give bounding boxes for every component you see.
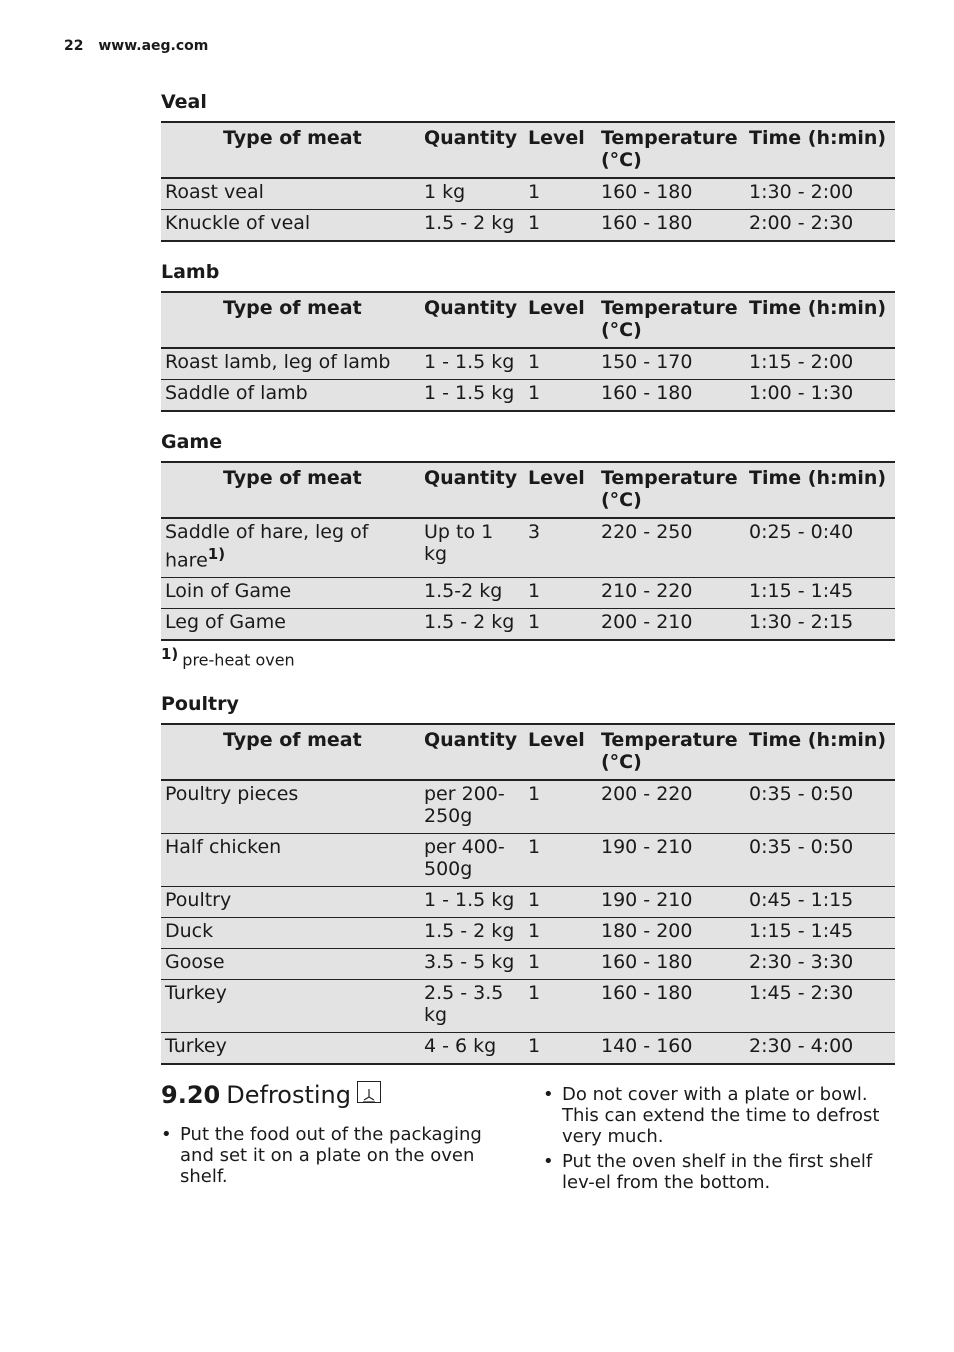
col-quantity: Quantity — [420, 724, 524, 780]
cell-level: 1 — [524, 887, 597, 918]
cell-temperature: 160 - 180 — [597, 210, 745, 242]
cell-time: 0:25 - 0:40 — [745, 518, 895, 578]
table-row — [161, 834, 895, 887]
site-url: www.aeg.com — [98, 38, 209, 54]
cell-type: Loin of Game — [161, 578, 420, 609]
cell-temperature: 220 - 250 — [597, 518, 745, 578]
cell-quantity: per 400-500g — [420, 834, 524, 887]
cell-quantity: 1 kg — [420, 178, 524, 210]
page-number: 22 — [64, 38, 84, 54]
cell-type: Poultry pieces — [161, 780, 420, 834]
cell-quantity: Up to 1 kg — [420, 518, 524, 578]
col-type: Type of meat — [161, 462, 420, 518]
table-row — [161, 578, 895, 609]
table-row — [161, 887, 895, 918]
cell-temperature: 140 - 160 — [597, 1033, 745, 1065]
cell-type-text: Saddle of hare, leg of hare — [165, 521, 369, 572]
cell-temperature: 160 - 180 — [597, 949, 745, 980]
col-level: Level — [524, 122, 597, 178]
cell-temperature: 150 - 170 — [597, 348, 745, 380]
table-header-row — [161, 292, 895, 348]
cell-quantity: 1 - 1.5 kg — [420, 348, 524, 380]
table-row — [161, 518, 895, 578]
cell-quantity: 2.5 - 3.5 kg — [420, 980, 524, 1033]
game-section — [161, 431, 895, 670]
lamb-table — [161, 291, 895, 412]
cell-time: 2:30 - 3:30 — [745, 949, 895, 980]
table-row — [161, 949, 895, 980]
cell-temperature: 190 - 210 — [597, 834, 745, 887]
cell-quantity: 4 - 6 kg — [420, 1033, 524, 1065]
cell-quantity: 1.5 - 2 kg — [420, 210, 524, 242]
table-row — [161, 348, 895, 380]
cell-level: 1 — [524, 578, 597, 609]
cell-quantity: per 200-250g — [420, 780, 524, 834]
col-level: Level — [524, 724, 597, 780]
defrosting-section — [161, 1080, 895, 1193]
cell-time: 1:15 - 1:45 — [745, 918, 895, 949]
table-header-row — [161, 462, 895, 518]
cell-time: 1:00 - 1:30 — [745, 380, 895, 412]
list-item: • Do not cover with a plate or bowl. This can extend the time to defrost very much. — [543, 1084, 895, 1147]
col-level: Level — [524, 462, 597, 518]
cell-type: Goose — [161, 949, 420, 980]
cell-level: 1 — [524, 918, 597, 949]
game-title: Game — [161, 431, 223, 453]
defrost-icon — [357, 1081, 381, 1103]
list-item: • Put the food out of the packaging and set it on a plate on the oven shelf. — [161, 1124, 521, 1187]
cell-type: Saddle of lamb — [161, 380, 420, 412]
cell-level: 1 — [524, 834, 597, 887]
cell-quantity: 1.5-2 kg — [420, 578, 524, 609]
cell-temperature: 160 - 180 — [597, 178, 745, 210]
cell-level: 1 — [524, 609, 597, 641]
col-time: Time (h:min) — [745, 122, 895, 178]
cell-level: 1 — [524, 1033, 597, 1065]
veal-table — [161, 121, 895, 242]
table-header-row — [161, 122, 895, 178]
col-quantity: Quantity — [420, 122, 524, 178]
game-table — [161, 461, 895, 641]
cell-time: 0:35 - 0:50 — [745, 834, 895, 887]
footnote-ref: 1) — [207, 545, 226, 563]
veal-section — [161, 91, 895, 242]
cell-level: 1 — [524, 980, 597, 1033]
cell-type: Poultry — [161, 887, 420, 918]
cell-quantity: 1.5 - 2 kg — [420, 918, 524, 949]
cell-quantity: 1 - 1.5 kg — [420, 887, 524, 918]
section-number: 9.20 — [161, 1081, 221, 1109]
table-row — [161, 918, 895, 949]
col-type: Type of meat — [161, 724, 420, 780]
cell-level: 1 — [524, 380, 597, 412]
table-row — [161, 980, 895, 1033]
col-type: Type of meat — [161, 122, 420, 178]
table-header-row — [161, 724, 895, 780]
poultry-section — [161, 693, 895, 1065]
cell-type: Turkey — [161, 980, 420, 1033]
col-time: Time (h:min) — [745, 292, 895, 348]
col-quantity: Quantity — [420, 462, 524, 518]
page-header — [64, 38, 208, 54]
list-item: • Put the oven shelf in the first shelf lev-el from the bottom. — [543, 1151, 895, 1193]
cell-type: Roast veal — [161, 178, 420, 210]
col-quantity: Quantity — [420, 292, 524, 348]
footnote — [161, 645, 895, 669]
cell-type — [161, 518, 420, 578]
col-time: Time (h:min) — [745, 724, 895, 780]
cell-quantity: 3.5 - 5 kg — [420, 949, 524, 980]
cell-type: Half chicken — [161, 834, 420, 887]
cell-type: Turkey — [161, 1033, 420, 1065]
cell-time: 0:45 - 1:15 — [745, 887, 895, 918]
table-row — [161, 210, 895, 242]
poultry-table — [161, 723, 895, 1065]
cell-time: 2:30 - 4:00 — [745, 1033, 895, 1065]
defrosting-left-column — [161, 1124, 521, 1191]
col-level: Level — [524, 292, 597, 348]
col-temperature: Temperature (°C) — [597, 292, 745, 348]
cell-time: 1:15 - 2:00 — [745, 348, 895, 380]
col-type: Type of meat — [161, 292, 420, 348]
cell-temperature: 160 - 180 — [597, 980, 745, 1033]
col-temperature: Temperature (°C) — [597, 724, 745, 780]
cell-temperature: 200 - 220 — [597, 780, 745, 834]
cell-type: Leg of Game — [161, 609, 420, 641]
defrosting-right-column — [543, 1084, 895, 1197]
table-row — [161, 780, 895, 834]
cell-level: 1 — [524, 348, 597, 380]
cell-level: 1 — [524, 210, 597, 242]
cell-level: 1 — [524, 949, 597, 980]
footnote-mark: 1) — [161, 645, 179, 664]
cell-time: 1:15 - 1:45 — [745, 578, 895, 609]
defrosting-right-list — [543, 1084, 895, 1193]
col-temperature: Temperature (°C) — [597, 462, 745, 518]
cell-time: 1:45 - 2:30 — [745, 980, 895, 1033]
poultry-title: Poultry — [161, 693, 239, 715]
cell-time: 2:00 - 2:30 — [745, 210, 895, 242]
cell-temperature: 180 - 200 — [597, 918, 745, 949]
cell-level: 1 — [524, 780, 597, 834]
table-row — [161, 1033, 895, 1065]
table-row — [161, 178, 895, 210]
cell-type: Duck — [161, 918, 420, 949]
cell-quantity: 1.5 - 2 kg — [420, 609, 524, 641]
cell-quantity: 1 - 1.5 kg — [420, 380, 524, 412]
cell-temperature: 210 - 220 — [597, 578, 745, 609]
table-row — [161, 380, 895, 412]
veal-title: Veal — [161, 91, 207, 113]
cell-temperature: 160 - 180 — [597, 380, 745, 412]
cell-type: Knuckle of veal — [161, 210, 420, 242]
cell-temperature: 200 - 210 — [597, 609, 745, 641]
cell-time: 1:30 - 2:00 — [745, 178, 895, 210]
footnote-text: pre-heat oven — [182, 650, 295, 670]
cell-time: 1:30 - 2:15 — [745, 609, 895, 641]
cell-type: Roast lamb, leg of lamb — [161, 348, 420, 380]
col-temperature: Temperature (°C) — [597, 122, 745, 178]
cell-temperature: 190 - 210 — [597, 887, 745, 918]
table-row — [161, 609, 895, 641]
lamb-title: Lamb — [161, 261, 220, 283]
lamb-section — [161, 261, 895, 412]
cell-level: 3 — [524, 518, 597, 578]
cell-time: 0:35 - 0:50 — [745, 780, 895, 834]
col-time: Time (h:min) — [745, 462, 895, 518]
cell-level: 1 — [524, 178, 597, 210]
section-title: Defrosting — [226, 1081, 351, 1109]
defrosting-left-list — [161, 1124, 521, 1187]
